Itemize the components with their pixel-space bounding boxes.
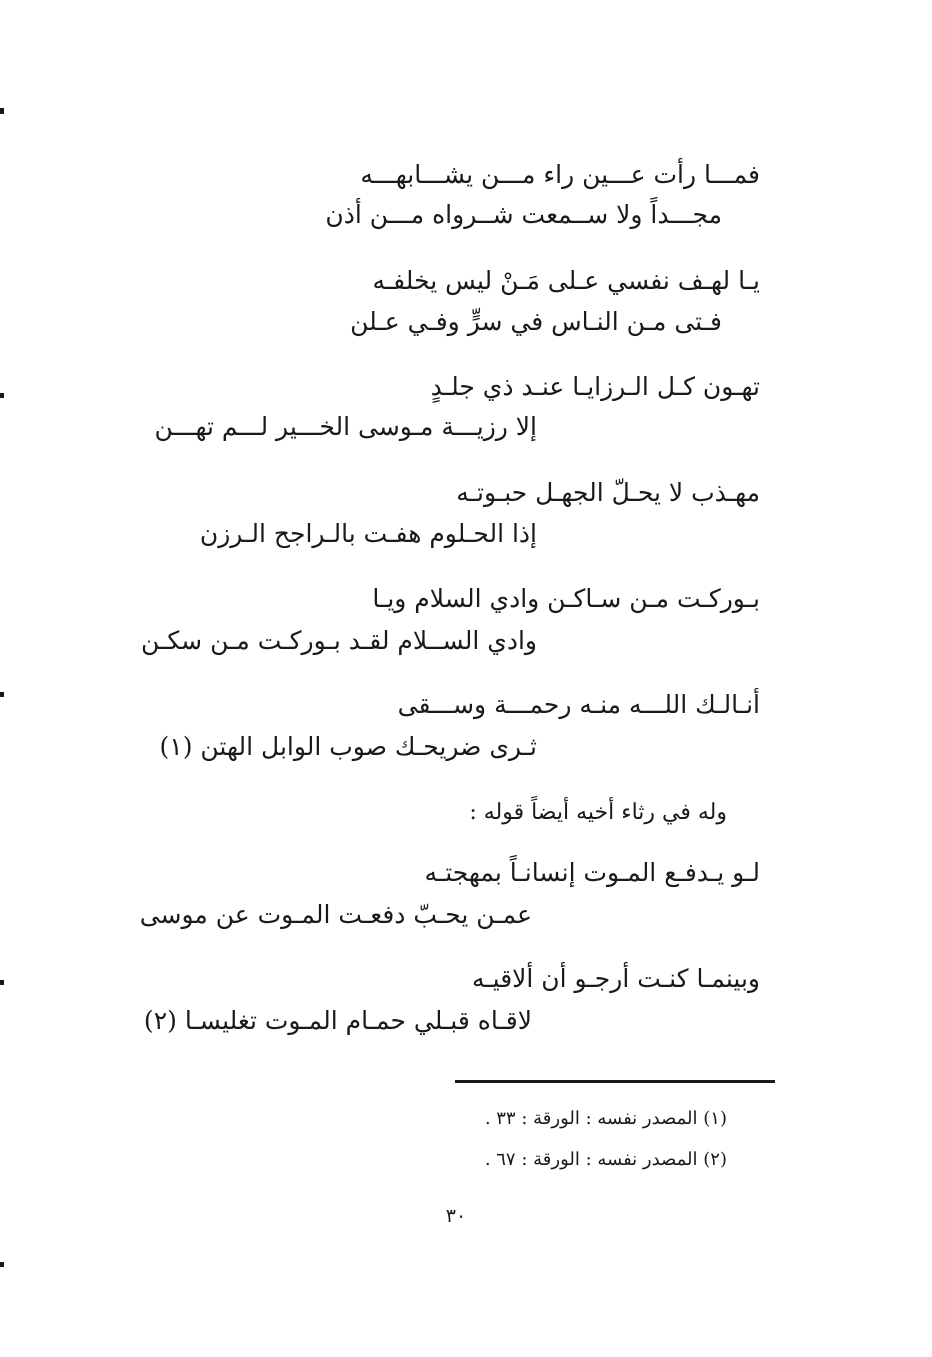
verse-6-first-hemistich: أنـالـك اللـــه منـه رحمـــة وســـقى bbox=[397, 690, 760, 719]
scan-edge-mark bbox=[0, 980, 4, 985]
verse-8-first-hemistich: وبينمـا كنـت أرجـو أن ألاقيـه bbox=[471, 964, 760, 993]
scan-edge-mark bbox=[0, 692, 4, 697]
verse-5-second-hemistich: وادي الســلام لقـد بـوركـت مـن سكـن bbox=[141, 626, 537, 655]
verse-1-second-hemistich: مجـــداً ولا ســمعت شــرواه مـــن أذن bbox=[325, 200, 722, 229]
footnote-separator bbox=[455, 1080, 775, 1083]
page-number: ٣٠ bbox=[445, 1205, 467, 1227]
verse-3-second-hemistich: إلا رزيـــة مـوسى الخـــير لـــم تهـــن bbox=[154, 412, 537, 441]
scan-edge-mark bbox=[0, 393, 4, 398]
footnote-1: (١) المصدر نفسه : الورقة : ٣٣ . bbox=[484, 1108, 727, 1129]
verse-8-second-hemistich: لاقـاه قبـلي حمـام المـوت تغليسـا (٢) bbox=[143, 1006, 532, 1035]
verse-6-second-hemistich: ثـرى ضريحـك صوب الوابل الهتن (١) bbox=[159, 732, 537, 761]
intro-line: وله في رثاء أخيه أيضاً قوله : bbox=[469, 800, 727, 825]
verse-7-first-hemistich: لـو يـدفـع المـوت إنسانـاً بمهجتـه bbox=[424, 858, 760, 887]
verse-4-second-hemistich: إذا الحـلوم هفـت بالـراجح الـرزن bbox=[199, 519, 537, 548]
verse-3-first-hemistich: تهـون كـل الـرزايـا عنـد ذي جلـدٍ bbox=[430, 372, 760, 401]
verse-2-second-hemistich: فـتى مـن النـاس في سرٍّ وفـي عـلن bbox=[350, 307, 722, 336]
scan-edge-mark bbox=[0, 108, 4, 114]
footnote-2: (٢) المصدر نفسه : الورقة : ٦٧ . bbox=[484, 1149, 727, 1170]
verse-1-first-hemistich: فمـــا رأت عـــين راء مـــن يشـــابهـــه bbox=[360, 160, 760, 189]
verse-7-second-hemistich: عمـن يحـبّ دفعـت المـوت عن موسى bbox=[139, 900, 532, 929]
verse-2-first-hemistich: يـا لهـف نفسي عـلى مَـنْ ليس يخلفـه bbox=[372, 266, 760, 295]
scan-edge-mark bbox=[0, 1262, 4, 1267]
verse-5-first-hemistich: بـوركـت مـن سـاكـن وادي السلام ويـا bbox=[372, 584, 760, 613]
verse-4-first-hemistich: مهـذب لا يحـلّ الجهـل حبـوتـه bbox=[456, 478, 760, 507]
